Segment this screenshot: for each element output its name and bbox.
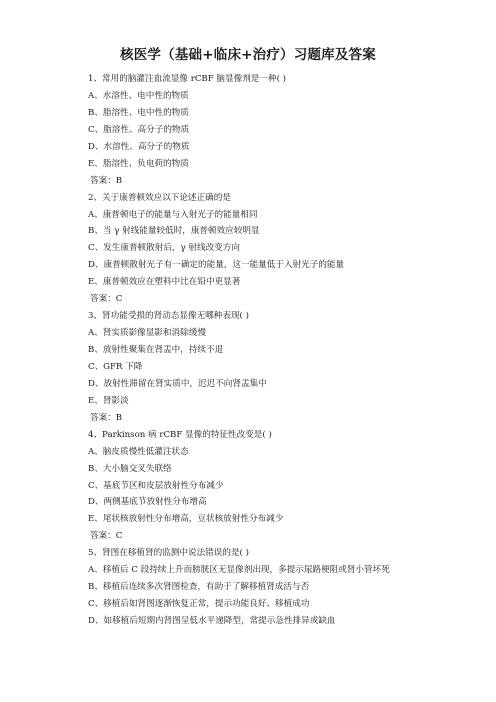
answer-option: A、水溶性、电中性的物质: [88, 90, 189, 101]
answer-option: E、尾状核放射性分布增高，豆状核放射性分布减少: [88, 514, 284, 525]
answer-option: D、如移植后短期内肾图呈低水平递降型，常提示急性排异或缺血: [88, 616, 336, 627]
answer-option: B、放射性聚集在肾盂中，持续不退: [88, 345, 224, 355]
question-stem: 4、Parkinson 病 rCBF 显像的特征性改变是( ): [88, 429, 272, 440]
answer-option: B、大小脑交叉失联络: [88, 463, 172, 474]
answer-option: E、肾影淡: [88, 395, 129, 406]
answer-option: E、脂溶性、负电荷的物质: [88, 158, 189, 169]
answer-option: C、发生康普顿散射后，γ 射线改变方向: [88, 243, 240, 254]
answer-option: B、脂溶性、电中性的物质: [88, 107, 189, 118]
answer-option: B、当 γ 射线能量较低时，康普顿效应较明显: [88, 226, 260, 237]
answer-option: D、放射性滞留在肾实质中，迟迟不向肾盂集中: [88, 378, 267, 389]
answer-option: C、脂溶性、高分子的物质: [88, 124, 190, 135]
answer-option: A、肾实质影像显影和消除缓慢: [88, 328, 206, 339]
answer-key: 答案：B: [90, 412, 123, 423]
question-stem: 3、肾功能受损的肾动态显像无哪种表现( ): [88, 311, 249, 322]
document-title: 核医学（基础+临床+治疗）习题库及答案: [120, 47, 376, 63]
answer-option: B、移植后连续多次肾图检查，有助于了解移植肾成活与否: [88, 582, 310, 593]
answer-option: A、康普顿电子的能量与入射光子的能量相同: [88, 209, 258, 220]
answer-option: C、移植后如肾图逐渐恢复正常，提示功能良好、移植成功: [88, 599, 310, 610]
answer-option: D、水溶性、高分子的物质: [88, 141, 190, 152]
question-stem: 1、常用的脑灌注血流显像 rCBF 脑显像剂是一种( ): [88, 74, 287, 84]
answer-key: 答案：C: [90, 294, 123, 305]
answer-key: 答案：B: [90, 175, 123, 186]
answer-key: 答案：C: [90, 531, 123, 542]
question-list: [88, 71, 426, 630]
answer-option: A、移植后 C 段持续上升而膀胱区无显像剂出现，多提示尿路梗阻或肾小管坏死: [88, 565, 390, 576]
question-stem: 2、关于康普顿效应以下论述正确的是: [88, 192, 231, 203]
answer-option: E、康普顿效应在塑料中比在铅中更显著: [88, 277, 241, 288]
answer-option: A、脑皮质慢性低灌注状态: [88, 446, 189, 457]
question-stem: 5、肾图在移植肾的监测中说法错误的是( ): [88, 548, 249, 559]
answer-option: D、康普顿散射光子有一确定的能量，这一能量低于入射光子的能量: [88, 260, 345, 271]
answer-option: D、两侧基底节放射性分布增高: [88, 497, 207, 508]
answer-option: C、基底节区和皮层放射性分布减少: [88, 480, 224, 491]
answer-option: C、GFR 下降: [88, 361, 143, 372]
